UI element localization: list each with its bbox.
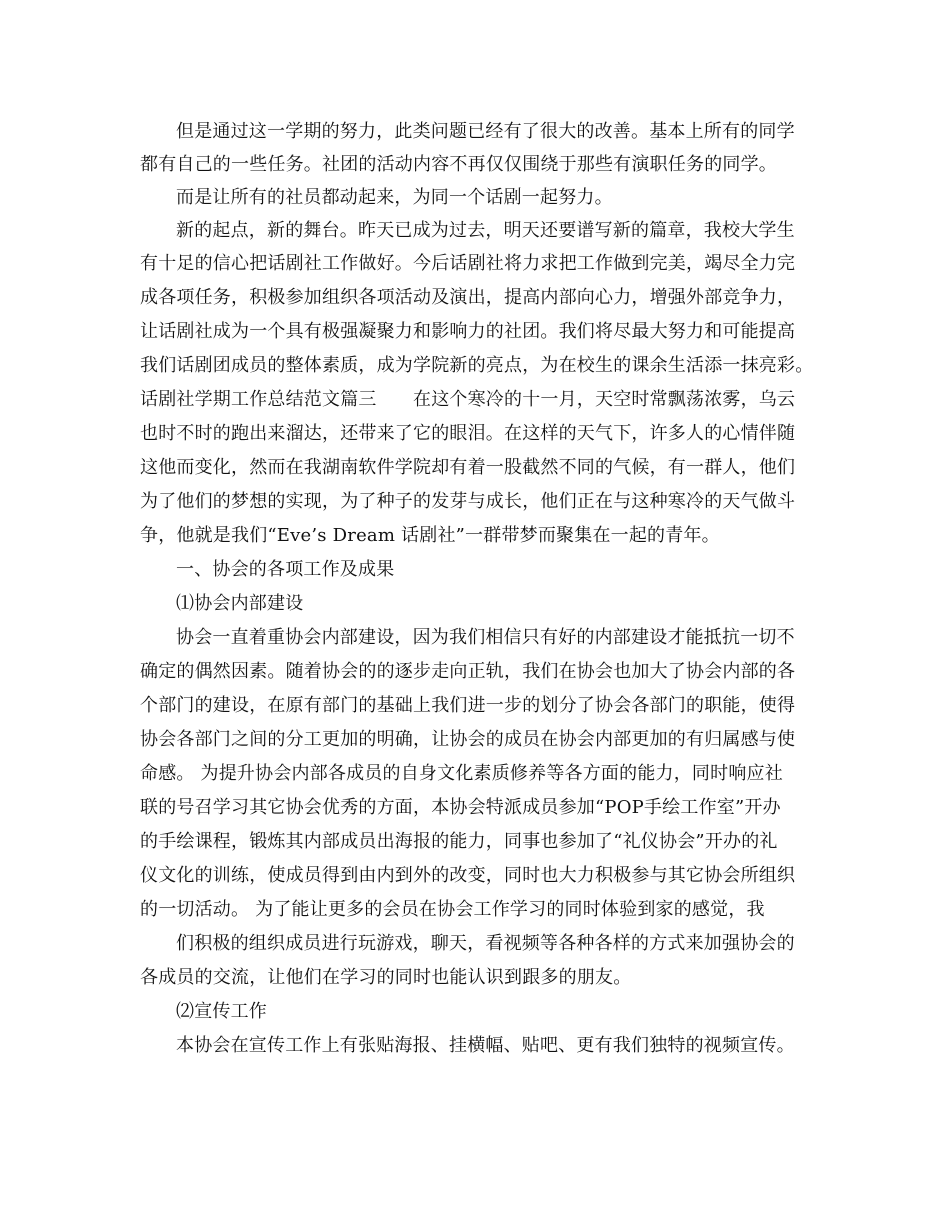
text-line: 协会一直着重协会内部建设，因为我们相信只有好的内部建设才能抵抗一切不: [176, 627, 795, 648]
text-line: 我们话剧团成员的整体素质，成为学院新的亮点，为在校生的课余生活添一抹亮彩。: [140, 355, 814, 376]
text-line: 各成员的交流，让他们在学习的同时也能认识到跟多的朋友。: [140, 967, 632, 988]
text-line: 确定的偶然因素。随着协会的的逐步走向正轨，我们在协会也加大了协会内部的各: [140, 661, 796, 682]
text-line: 新的起点，新的舞台。昨天已成为过去，明天还要谱写新的篇章，我校大学生: [176, 220, 795, 241]
text-line: 个部门的建设，在原有部门的基础上我们进一步的划分了协会各部门的职能，使得: [140, 695, 796, 716]
subsection-heading: ⑴协会内部建设: [176, 593, 304, 614]
text-line: 的手绘课程，锻炼其内部成员出海报的能力，同事也参加了“礼仪协会”开办的礼: [140, 831, 778, 852]
text-line: 成各项任务，积极参加组织各项活动及演出，提高内部向心力，增强外部竞争力，: [140, 287, 796, 308]
text-line: 的一切活动。 为了能让更多的会员在协会工作学习的同时体验到家的感觉，我: [140, 899, 765, 920]
text-line: 争，他就是我们“Eve’s Dream 话剧社”一群带梦而聚集在一起的青年。: [140, 525, 720, 546]
text-line: 这他而变化，然而在我湖南软件学院却有着一股截然不同的气候，有一群人，他们: [140, 457, 796, 478]
text-line: 都有自己的一些任务。社团的活动内容不再仅仅围绕于那些有演职任务的同学。: [140, 154, 777, 175]
text-line: 但是通过这一学期的努力，此类问题已经有了很大的改善。基本上所有的同学: [176, 121, 795, 142]
section-heading: 一、协会的各项工作及成果: [176, 559, 395, 580]
text-line: 让话剧社成为一个具有极强凝聚力和影响力的社团。我们将尽最大努力和可能提高: [140, 321, 796, 342]
text-line: 本协会在宣传工作上有张贴海报、挂横幅、贴吧、更有我们独特的视频宣传。: [176, 1035, 795, 1056]
text-line: 们积极的组织成员进行玩游戏，聊天，看视频等各种各样的方式来加强协会的: [176, 933, 795, 954]
text-line: 命感。 为提升协会内部各成员的自身文化素质修养等各方面的能力，同时响应社: [140, 763, 783, 784]
text-line: 也时不时的跑出来溜达，还带来了它的眼泪。在这样的天气下，许多人的心情伴随: [140, 423, 796, 444]
subsection-heading: ⑵宣传工作: [176, 1001, 267, 1022]
text-line: 仪文化的训练，使成员得到由内到外的改变，同时也大力积极参与其它协会所组织: [140, 865, 796, 886]
text-line: 为了他们的梦想的实现，为了种子的发芽与成长，他们正在与这种寒冷的天气做斗: [140, 491, 796, 512]
text-line: 有十足的信心把话剧社工作做好。今后话剧社将力求把工作做到完美，竭尽全力完: [140, 253, 796, 274]
text-line: 而是让所有的社员都动起来，为同一个话剧一起努力。: [176, 187, 613, 208]
text-line: 协会各部门之间的分工更加的明确，让协会的成员在协会内部更加的有归属感与使: [140, 729, 796, 750]
text-line: 联的号召学习其它协会优秀的方面，本协会特派成员参加“POP手绘工作室”开办: [140, 797, 781, 818]
text-line: 话剧社学期工作总结范文篇三 在这个寒冷的十一月，天空时常飘荡浓雾，乌云: [140, 389, 796, 410]
